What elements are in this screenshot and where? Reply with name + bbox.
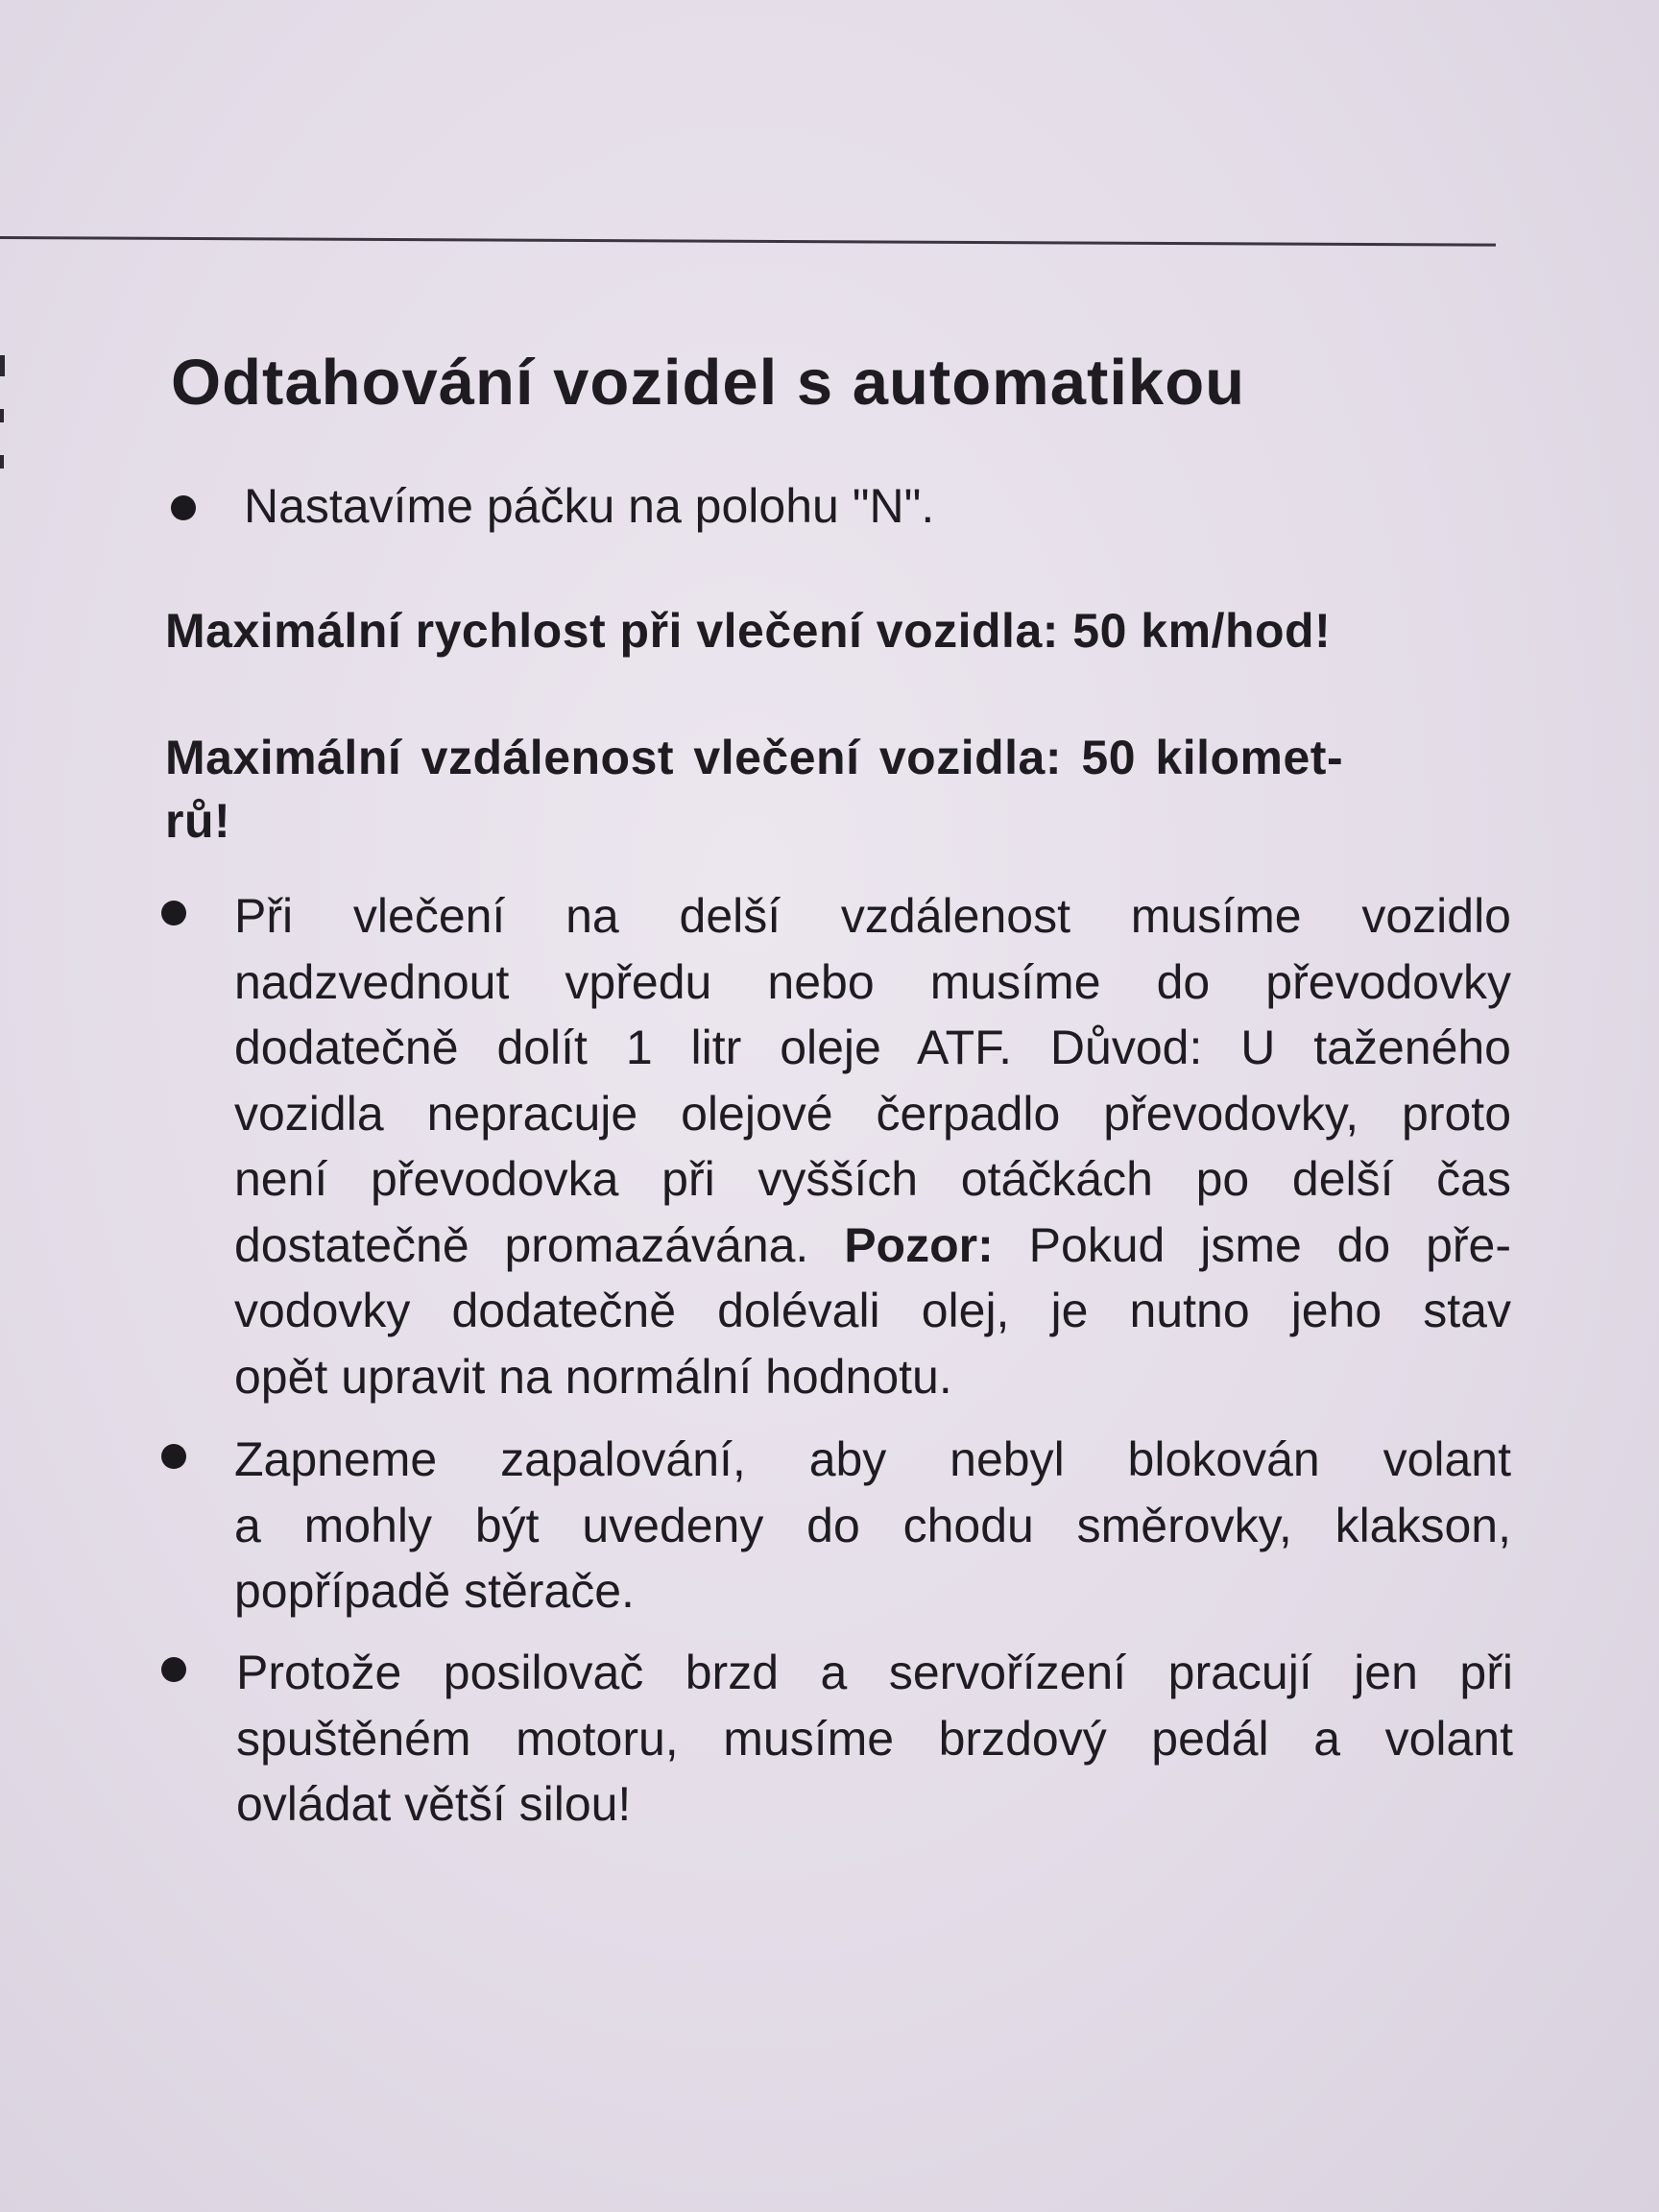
text-line: Při vlečení na delší vzdálenost musíme vozidlo [234, 889, 1511, 943]
bullet-dot-icon [161, 901, 186, 926]
list-item-text [234, 883, 1511, 1409]
warning-label: Pozor: [844, 1217, 994, 1272]
text-line: není převodovka při vyšších otáčkách po delší čas [234, 1152, 1511, 1206]
text-segment: dostatečně promazávána. [234, 1217, 809, 1272]
text-line: ovládat větší silou! [236, 1777, 632, 1831]
list-item-text [234, 1427, 1511, 1624]
text-line: opět upravit na normální hodnotu. [234, 1349, 952, 1404]
text-line: popřípadě stěrače. [234, 1564, 635, 1618]
text-line: Zapneme zapalování, aby nebyl blokován volant [234, 1432, 1511, 1486]
text-line: vozidla nepracuje olejové čerpadlo převodovky, proto [234, 1086, 1511, 1141]
text-line: vodovky dodatečně dolévali olej, je nutno jeho stav [234, 1284, 1511, 1337]
list-item-text [236, 1640, 1513, 1838]
text-line: dodatečně dolít 1 litr oleje ATF. Důvod: U taženého [234, 1021, 1511, 1074]
text-line: spuštěném motoru, musíme brzdový pedál a volant [236, 1711, 1513, 1766]
text-line: nadzvednout vpředu nebo musíme do převodovky [234, 954, 1511, 1009]
bullet-dot-icon [161, 1444, 186, 1469]
page-edge-marks [0, 355, 10, 501]
text-line: Protože posilovač brzd a servořízení pracují jen při [236, 1646, 1513, 1699]
text-segment: Pokud jsme do pře- [1028, 1217, 1511, 1272]
max-distance-note-continued: rů! [165, 794, 231, 848]
max-speed-note: Maximální rychlost při vlečení vozidla: 50 km/hod! [165, 604, 1332, 658]
edge-mark [0, 355, 5, 376]
edge-mark [0, 409, 4, 422]
text-line-with-warning [234, 1213, 1511, 1279]
section-title: Odtahování vozidel s automatikou [171, 347, 1246, 419]
text-line: a mohly být uvedeny do chodu směrovky, klakson, [234, 1498, 1511, 1552]
bullet-text: Nastavíme páčku na polohu "N". [244, 479, 935, 533]
bullet-dot-icon [171, 495, 196, 520]
max-distance-note: Maximální vzdálenost vlečení vozidla: 50 kilomet- [165, 731, 1344, 784]
edge-mark [0, 455, 4, 469]
header-rule [0, 236, 1496, 247]
bullet-dot-icon [161, 1657, 186, 1682]
